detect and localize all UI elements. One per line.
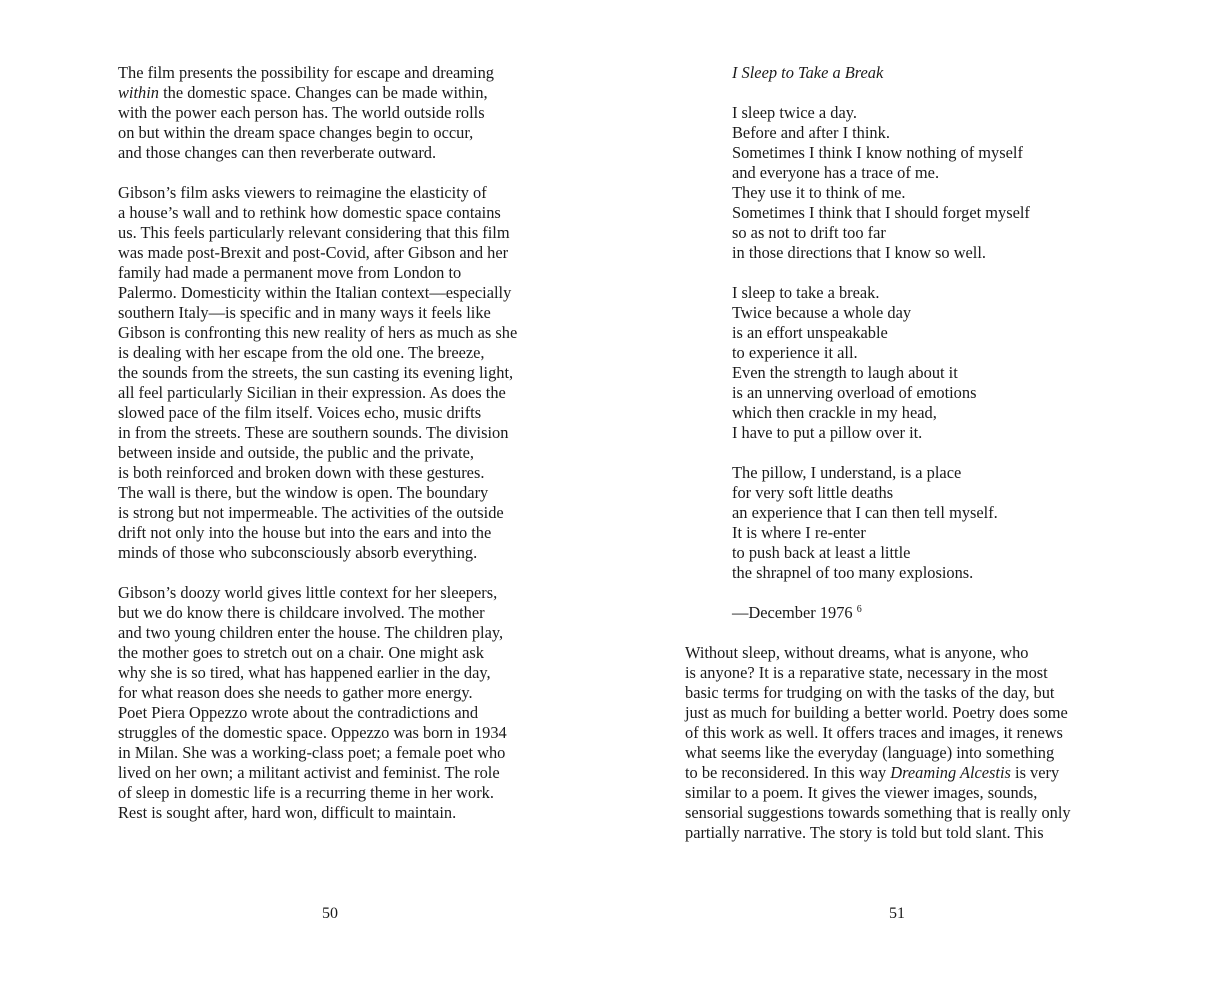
- text-line: family had made a permanent move from London to: [118, 263, 462, 282]
- poem: [732, 63, 1155, 623]
- footnote-marker[interactable]: 6: [856, 604, 862, 615]
- poem-line: I sleep twice a day.: [732, 103, 857, 122]
- poem-line: for very soft little deaths: [732, 483, 894, 502]
- text-line: just as much for building a better world. Poetry does some: [685, 703, 1068, 722]
- text-line: The wall is there, but the window is open. The boundary: [118, 483, 489, 502]
- poem-line: to push back at least a little: [732, 543, 911, 562]
- text-line: and two young children enter the house. The children play,: [118, 623, 504, 642]
- text-line: struggles of the domestic space. Oppezzo was born in 1934: [118, 723, 507, 742]
- text-line: on but within the dream space changes begin to occur,: [118, 123, 474, 142]
- right-paragraph: [685, 643, 1155, 843]
- text-line: Palermo. Domesticity within the Italian context—especially: [118, 283, 512, 302]
- left-paragraph: [118, 63, 568, 163]
- text-line: minds of those who subconsciously absorb everything.: [118, 543, 478, 562]
- text-line: what seems like the everyday (language) into something: [685, 743, 1055, 762]
- poem-stanza: [732, 283, 1155, 443]
- text-line: partially narrative. The story is told but told slant. This: [685, 823, 1044, 842]
- poem-line: an experience that I can then tell myself.: [732, 503, 998, 522]
- text-line: is strong but not impermeable. The activities of the outside: [118, 503, 504, 522]
- poem-line: to experience it all.: [732, 343, 858, 362]
- poem-line: is an unnerving overload of emotions: [732, 383, 977, 402]
- text-line: within the domestic space. Changes can be made within,: [118, 83, 488, 102]
- poem-stanzas: [732, 103, 1155, 583]
- text-line: Gibson’s film asks viewers to reimagine the elasticity of: [118, 183, 487, 202]
- dateline-text: —December 1976: [732, 603, 853, 622]
- text-line: Gibson’s doozy world gives little context for her sleepers,: [118, 583, 498, 602]
- text-line: basic terms for trudging on with the tasks of the day, but: [685, 683, 1055, 702]
- text-line: with the power each person has. The world outside rolls: [118, 103, 485, 122]
- left-paragraph: [118, 583, 568, 823]
- poem-line: I have to put a pillow over it.: [732, 423, 923, 442]
- text-line: of sleep in domestic life is a recurring theme in her work.: [118, 783, 494, 802]
- text-line: Poet Piera Oppezzo wrote about the contradictions and: [118, 703, 479, 722]
- text-line: why she is so tired, what has happened earlier in the day,: [118, 663, 491, 682]
- poem-line: Sometimes I think I know nothing of myself: [732, 143, 1023, 162]
- text-line: all feel particularly Sicilian in their expression. As does the: [118, 383, 506, 402]
- text-line: slowed pace of the film itself. Voices echo, music drifts: [118, 403, 482, 422]
- text-line: a house’s wall and to rethink how domestic space contains: [118, 203, 501, 222]
- text-line: the mother goes to stretch out on a chair. One might ask: [118, 643, 484, 662]
- text-line: southern Italy—is specific and in many ways it feels like: [118, 303, 491, 322]
- text-line: Rest is sought after, hard won, difficult to maintain.: [118, 803, 457, 822]
- poem-line: and everyone has a trace of me.: [732, 163, 940, 182]
- text-line: for what reason does she needs to gather more energy.: [118, 683, 473, 702]
- text-line: Gibson is confronting this new reality of hers as much as she: [118, 323, 518, 342]
- text-line: lived on her own; a militant activist and feminist. The role: [118, 763, 500, 782]
- poem-line: They use it to think of me.: [732, 183, 906, 202]
- text-line: in from the streets. These are southern sounds. The division: [118, 423, 509, 442]
- text-line: The film presents the possibility for escape and dreaming: [118, 63, 494, 82]
- poem-line: Sometimes I think that I should forget myself: [732, 203, 1030, 222]
- poem-title: I Sleep to Take a Break: [732, 63, 884, 82]
- text-line: sensorial suggestions towards something that is really only: [685, 803, 1071, 822]
- italic-title: within: [118, 83, 159, 102]
- poem-line: It is where I re-enter: [732, 523, 866, 542]
- text-line: in Milan. She was a working-class poet; a female poet who: [118, 743, 506, 762]
- poem-stanza: [732, 463, 1155, 583]
- poem-line: Twice because a whole day: [732, 303, 912, 322]
- text-line: between inside and outside, the public and the private,: [118, 443, 474, 462]
- poem-line: I sleep to take a break.: [732, 283, 880, 302]
- text-line: was made post-Brexit and post-Covid, after Gibson and her: [118, 243, 509, 262]
- right-paragraphs: [685, 643, 1155, 843]
- page-number-right: 51: [889, 905, 905, 922]
- text-line: is dealing with her escape from the old one. The breeze,: [118, 343, 485, 362]
- right-page: [614, 0, 1228, 992]
- text-line: but we do know there is childcare involved. The mother: [118, 603, 485, 622]
- text-line: the sounds from the streets, the sun casting its evening light,: [118, 363, 514, 382]
- text-line: Without sleep, without dreams, what is anyone, who: [685, 643, 1029, 662]
- text-line: us. This feels particularly relevant considering that this film: [118, 223, 510, 242]
- left-body-text: [118, 63, 568, 843]
- poem-line: which then crackle in my head,: [732, 403, 937, 422]
- poem-line: Even the strength to laugh about it: [732, 363, 958, 382]
- poem-line: in those directions that I know so well.: [732, 243, 987, 262]
- text-line: of this work as well. It offers traces and images, it renews: [685, 723, 1063, 742]
- poem-line: so as not to drift too far: [732, 223, 886, 242]
- poem-stanza: [732, 103, 1155, 263]
- left-paragraph: [118, 183, 568, 563]
- text-line: drift not only into the house but into the ears and into the: [118, 523, 492, 542]
- poem-line: Before and after I think.: [732, 123, 890, 142]
- text-line: to be reconsidered. In this way Dreaming Alcestis is very: [685, 763, 1060, 782]
- poem-line: is an effort unspeakable: [732, 323, 888, 342]
- right-body-text: [685, 63, 1155, 863]
- poem-dateline: [732, 603, 1155, 623]
- text-line: is both reinforced and broken down with these gestures.: [118, 463, 485, 482]
- text-line: is anyone? It is a reparative state, necessary in the most: [685, 663, 1048, 682]
- page-number-left: 50: [322, 905, 338, 922]
- poem-line: the shrapnel of too many explosions.: [732, 563, 974, 582]
- italic-title: Dreaming Alcestis: [890, 763, 1011, 782]
- text-line: and those changes can then reverberate outward.: [118, 143, 437, 162]
- poem-line: The pillow, I understand, is a place: [732, 463, 962, 482]
- text-line: similar to a poem. It gives the viewer images, sounds,: [685, 783, 1038, 802]
